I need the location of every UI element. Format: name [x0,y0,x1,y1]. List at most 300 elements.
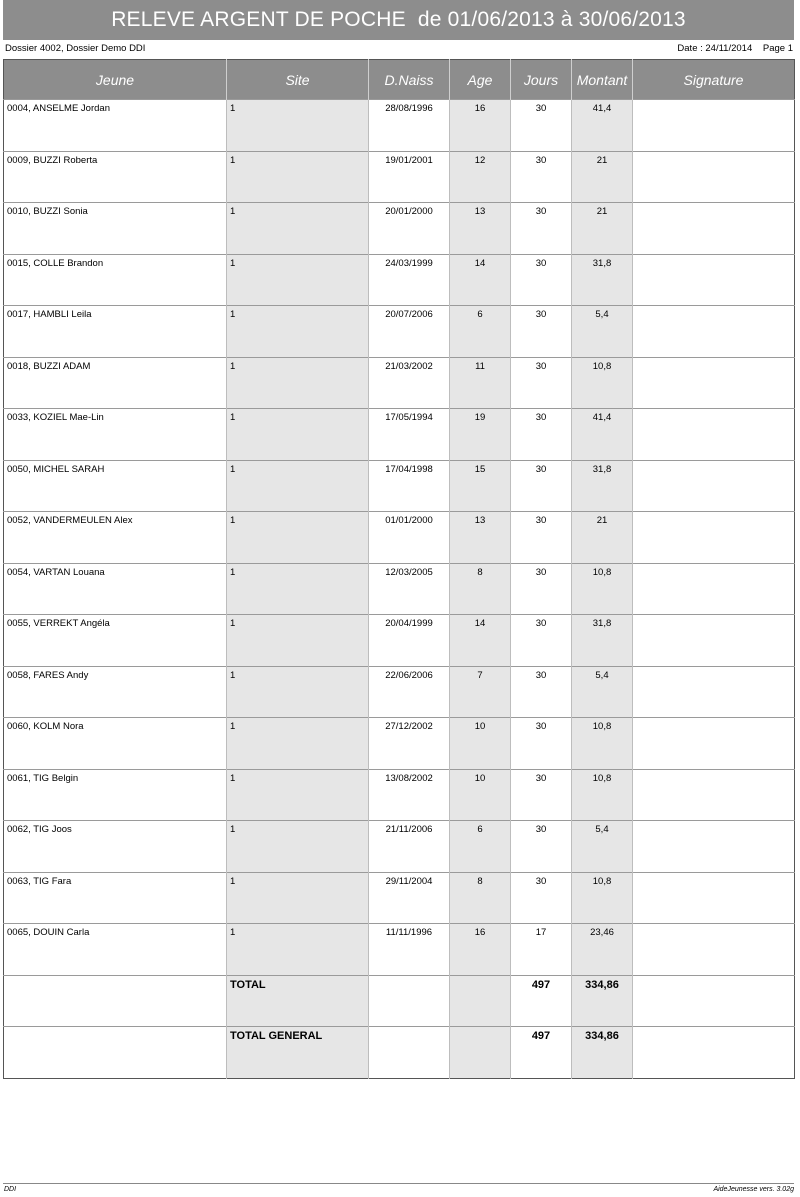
cell-montant-text: 10,8 [592,772,612,784]
cell-age [450,1027,511,1079]
cell-jeune-text: 0054, VARTAN Louana [7,566,105,578]
cell-signature-text [633,152,794,155]
cell-jeune [4,151,227,203]
table-row [4,615,795,667]
cell-dnaiss-text: 21/03/2002 [385,360,433,372]
cell-montant-text: 21 [596,515,608,526]
cell-site [227,821,369,873]
cell-jeune [4,100,227,152]
column-header-jeune: Jeune [4,60,227,100]
cell-site-text: 1 [230,927,236,938]
cell-total-montant [572,1027,633,1079]
cell-jours-text: 30 [535,412,547,423]
cell-dnaiss [369,409,450,461]
cell-site [227,769,369,821]
table-row [4,718,795,770]
cell-montant-text: 10,8 [592,721,612,732]
cell-jeune-text: 0009, BUZZI Roberta [7,154,98,166]
table-row [4,203,795,255]
cell-age [450,666,511,718]
cell-site-text: 1 [230,257,236,269]
cell-jeune-text: 0060, KOLM Nora [7,721,84,732]
cell-jeune [4,769,227,821]
cell-site-text: 1 [230,669,236,681]
cell-dnaiss [369,975,450,1027]
cell-montant-text: 23,46 [590,927,614,938]
cell-dnaiss-text [369,1027,449,1030]
cell-age [450,821,511,873]
cell-signature-text [633,306,794,309]
cell-jours [511,615,572,667]
cell-site [227,409,369,461]
cell-site-text: 1 [230,875,236,887]
cell-dnaiss-text: 28/08/1996 [385,103,433,114]
cell-site [227,100,369,152]
cell-site [227,460,369,512]
cell-signature [633,357,795,409]
cell-age [450,306,511,358]
cell-montant [572,563,633,615]
cell-signature [633,254,795,306]
cell-signature-text [633,924,794,927]
cell-jeune-text [4,1027,226,1030]
cell-age-text: 8 [477,875,483,887]
column-header-site: Site [227,60,369,100]
column-header-jours: Jours [511,60,572,100]
table-row [4,460,795,512]
cell-jeune [4,666,227,718]
cell-jeune-text: 0050, MICHEL SARAH [7,463,105,475]
cell-jours-text: 30 [535,721,547,732]
table-header-row [4,60,795,100]
cell-age [450,357,511,409]
cell-montant [572,924,633,976]
cell-jeune [4,718,227,770]
cell-age [450,563,511,615]
cell-age-text [450,1027,510,1030]
cell-dnaiss-text: 12/03/2005 [385,566,433,578]
cell-jeune-text: 0058, FARES Andy [7,669,89,681]
cell-age-text: 14 [474,257,486,269]
cell-jours-text: 30 [535,618,547,629]
cell-jours [511,821,572,873]
cell-site [227,563,369,615]
column-header-montant: Montant [572,60,633,100]
table-row [4,357,795,409]
cell-site-text: 1 [230,103,236,114]
cell-montant [572,409,633,461]
cell-dnaiss-text: 21/11/2006 [385,824,433,835]
cell-signature-text [633,255,794,258]
cell-montant [572,254,633,306]
cell-signature [633,666,795,718]
cell-total-montant-text: 334,86 [585,1030,619,1042]
cell-age-text: 15 [474,463,486,475]
cell-signature-text [633,976,794,979]
cell-jeune-text [4,976,226,979]
cell-jours [511,769,572,821]
cell-jeune-text: 0004, ANSELME Jordan [7,103,110,114]
cell-site-text: 1 [230,515,236,526]
cell-montant [572,203,633,255]
cell-signature-text [633,873,794,876]
cell-age-text: 12 [474,154,486,166]
cell-total-label [227,975,369,1027]
cell-total-jours [511,1027,572,1079]
cell-jours-text: 30 [535,515,547,526]
cell-montant-text: 31,8 [592,257,612,269]
cell-montant-text: 41,4 [592,412,612,423]
cell-age [450,203,511,255]
cell-jours [511,563,572,615]
table-row [4,306,795,358]
cell-signature [633,769,795,821]
cell-dnaiss [369,666,450,718]
cell-jours [511,306,572,358]
cell-jeune [4,872,227,924]
cell-jeune [4,460,227,512]
cell-signature-text [633,718,794,721]
cell-jeune [4,975,227,1027]
cell-dnaiss-text: 29/11/2004 [385,875,433,887]
cell-dnaiss [369,254,450,306]
table-row [4,254,795,306]
cell-jeune-text: 0065, DOUIN Carla [7,927,90,938]
cell-jours [511,718,572,770]
cell-site [227,203,369,255]
cell-total-label-text: TOTAL [230,978,266,991]
cell-jours [511,100,572,152]
cell-age [450,924,511,976]
total-row [4,975,795,1027]
cell-site [227,718,369,770]
cell-montant-text: 5,4 [595,309,609,320]
cell-age [450,872,511,924]
cell-site-text: 1 [230,824,236,835]
cell-age [450,615,511,667]
cell-jours-text: 30 [535,875,547,887]
table-row [4,100,795,152]
cell-signature [633,460,795,512]
cell-age-text: 13 [474,206,486,217]
cell-age-text: 13 [474,515,486,526]
cell-jours [511,924,572,976]
table-row [4,924,795,976]
cell-signature-text [633,770,794,773]
cell-dnaiss-text: 27/12/2002 [385,721,433,732]
cell-signature [633,203,795,255]
footer-divider [3,1183,794,1184]
cell-montant-text: 21 [596,206,608,217]
cell-dnaiss-text: 01/01/2000 [385,515,433,526]
cell-jeune [4,357,227,409]
cell-montant-text: 5,4 [595,824,609,835]
cell-site [227,872,369,924]
cell-montant [572,769,633,821]
cell-age [450,718,511,770]
cell-jeune [4,821,227,873]
cell-jours-text: 30 [535,206,547,217]
pocket-money-table [3,59,795,1079]
cell-age-text: 6 [477,824,483,835]
table-body [4,100,795,1079]
cell-signature-text [633,821,794,824]
cell-signature-text [633,203,794,206]
cell-site-text: 1 [230,360,236,372]
cell-montant-text: 10,8 [592,360,612,372]
cell-site-text: 1 [230,721,236,732]
cell-jours [511,409,572,461]
cell-signature-text [633,1027,794,1030]
cell-montant [572,821,633,873]
cell-signature [633,615,795,667]
cell-montant-text: 31,8 [592,618,612,629]
cell-dnaiss-text: 22/06/2006 [385,669,433,681]
cell-signature-text [633,358,794,361]
cell-dnaiss-text: 17/05/1994 [385,412,433,423]
cell-jeune [4,409,227,461]
cell-site-text: 1 [230,412,236,423]
cell-jours-text: 30 [535,360,547,372]
cell-jours-text: 30 [535,309,547,320]
cell-jours-text: 17 [535,927,547,938]
cell-dnaiss [369,718,450,770]
cell-jeune-text: 0017, HAMBLI Leila [7,309,92,320]
cell-jeune [4,306,227,358]
cell-montant [572,460,633,512]
cell-dnaiss [369,460,450,512]
cell-montant [572,306,633,358]
cell-jours [511,872,572,924]
cell-jours [511,151,572,203]
report-subheader [5,43,793,55]
page-number: Page 1 [762,43,793,54]
cell-montant [572,615,633,667]
cell-signature-text [633,667,794,670]
cell-jours [511,460,572,512]
cell-signature-text [633,512,794,515]
cell-age [450,769,511,821]
cell-montant-text: 21 [596,154,608,166]
cell-dnaiss [369,306,450,358]
cell-age-text: 6 [477,309,483,320]
cell-jeune-text: 0010, BUZZI Sonia [7,206,88,217]
cell-dnaiss [369,512,450,564]
cell-age [450,409,511,461]
cell-dnaiss [369,203,450,255]
cell-age-text: 16 [474,927,486,938]
cell-jeune-text: 0055, VERREKT Angéla [7,618,110,629]
table-row [4,512,795,564]
cell-jeune-text: 0018, BUZZI ADAM [7,360,91,372]
table-row [4,563,795,615]
cell-dnaiss [369,100,450,152]
cell-dnaiss [369,151,450,203]
cell-signature-text [633,100,794,103]
cell-jours-text: 30 [535,103,547,114]
cell-site-text: 1 [230,309,236,320]
cell-site-text: 1 [230,154,236,166]
cell-montant-text: 41,4 [592,103,612,114]
cell-dnaiss-text: 20/07/2006 [385,309,433,320]
cell-age [450,151,511,203]
cell-jours [511,357,572,409]
cell-montant [572,872,633,924]
cell-site [227,512,369,564]
cell-age-text: 11 [475,360,485,372]
cell-site [227,254,369,306]
cell-age-text: 19 [474,412,486,423]
cell-jeune-text: 0033, KOZIEL Mae-Lin [7,412,104,423]
cell-signature [633,151,795,203]
total-row [4,1027,795,1079]
cell-site-text: 1 [230,206,236,217]
cell-jours-text: 30 [535,824,547,835]
cell-site [227,615,369,667]
table-row [4,151,795,203]
cell-jeune-text: 0062, TIG Joos [7,824,72,835]
cell-age [450,512,511,564]
cell-jours [511,666,572,718]
cell-montant [572,151,633,203]
cell-total-montant-text: 334,86 [585,978,619,991]
cell-signature [633,1027,795,1079]
cell-dnaiss-text: 20/01/2000 [385,206,433,217]
cell-dnaiss [369,924,450,976]
cell-age [450,460,511,512]
cell-jeune-text: 0052, VANDERMEULEN Alex [7,515,133,526]
cell-dnaiss-text: 19/01/2001 [385,154,433,166]
footer-left: DDI [4,1186,17,1193]
cell-age [450,975,511,1027]
cell-signature [633,718,795,770]
cell-total-label-text: TOTAL GENERAL [230,1030,323,1042]
date-page-group [669,43,793,55]
cell-dnaiss [369,357,450,409]
cell-jours-text: 30 [535,154,547,166]
cell-signature [633,563,795,615]
cell-signature [633,924,795,976]
cell-dnaiss-text: 17/04/1998 [385,463,433,475]
cell-age-text: 7 [477,669,483,681]
cell-jeune-text: 0063, TIG Fara [7,875,72,887]
cell-site [227,666,369,718]
cell-site-text: 1 [230,618,236,629]
cell-jours [511,512,572,564]
cell-age-text: 8 [477,566,483,578]
cell-total-jours-text: 497 [531,1030,551,1042]
cell-montant [572,718,633,770]
table-row [4,769,795,821]
cell-dnaiss [369,615,450,667]
table-row [4,409,795,461]
cell-signature [633,306,795,358]
cell-age [450,100,511,152]
cell-dnaiss-text: 13/08/2002 [385,772,433,784]
cell-montant-text: 31,8 [592,463,612,475]
report-date: Date : 24/11/2014 [677,43,753,54]
cell-jeune-text: 0015, COLLE Brandon [7,257,104,269]
table-row [4,821,795,873]
dossier-label: Dossier 4002, Dossier Demo DDI [5,43,146,54]
cell-jeune [4,512,227,564]
cell-signature-text [633,615,794,618]
cell-dnaiss [369,872,450,924]
cell-age-text: 16 [474,103,486,114]
cell-jeune [4,924,227,976]
cell-signature [633,821,795,873]
cell-signature [633,409,795,461]
cell-signature-text [633,564,794,567]
cell-site [227,357,369,409]
cell-jeune-text: 0061, TIG Belgin [7,772,79,784]
cell-signature [633,100,795,152]
cell-dnaiss-text [369,976,449,979]
cell-jours [511,203,572,255]
cell-dnaiss [369,821,450,873]
page-footer [4,1186,794,1193]
cell-site-text: 1 [230,772,236,784]
cell-age-text [450,976,510,979]
cell-jours [511,254,572,306]
cell-total-montant [572,975,633,1027]
cell-jours-text: 30 [535,566,547,578]
cell-site [227,306,369,358]
cell-montant-text: 10,8 [592,566,612,578]
cell-jeune [4,1027,227,1079]
footer-version: AideJeunesse vers. 3.02g [713,1186,794,1193]
cell-dnaiss-text: 11/11/1996 [385,927,433,938]
cell-site [227,151,369,203]
table-row [4,872,795,924]
cell-total-label [227,1027,369,1079]
cell-jours-text: 30 [535,257,547,269]
cell-age-text: 10 [474,772,486,784]
cell-age [450,254,511,306]
cell-signature [633,872,795,924]
report-title: RELEVE ARGENT DE POCHE de 01/06/2013 à 30/06/2013 [3,0,794,40]
column-header-dnaiss: D.Naiss [369,60,450,100]
cell-jeune [4,563,227,615]
cell-age-text: 14 [474,618,486,629]
cell-montant [572,100,633,152]
cell-site [227,924,369,976]
cell-dnaiss [369,769,450,821]
cell-jours-text: 30 [535,463,547,475]
cell-montant [572,666,633,718]
column-header-age: Age [450,60,511,100]
column-header-signature: Signature [633,60,795,100]
cell-signature [633,975,795,1027]
cell-site-text: 1 [230,463,236,475]
cell-jeune [4,254,227,306]
cell-dnaiss [369,1027,450,1079]
cell-signature [633,512,795,564]
cell-signature-text [633,461,794,464]
cell-signature-text [633,409,794,412]
cell-total-jours [511,975,572,1027]
cell-jours-text: 30 [535,772,547,784]
cell-jeune [4,615,227,667]
cell-jours-text: 30 [535,669,547,681]
cell-age-text: 10 [474,721,486,732]
cell-jeune [4,203,227,255]
cell-montant-text: 10,8 [592,875,612,887]
cell-montant [572,357,633,409]
cell-montant-text: 5,4 [595,669,609,681]
cell-dnaiss-text: 20/04/1999 [385,618,433,629]
cell-total-jours-text: 497 [531,978,551,991]
